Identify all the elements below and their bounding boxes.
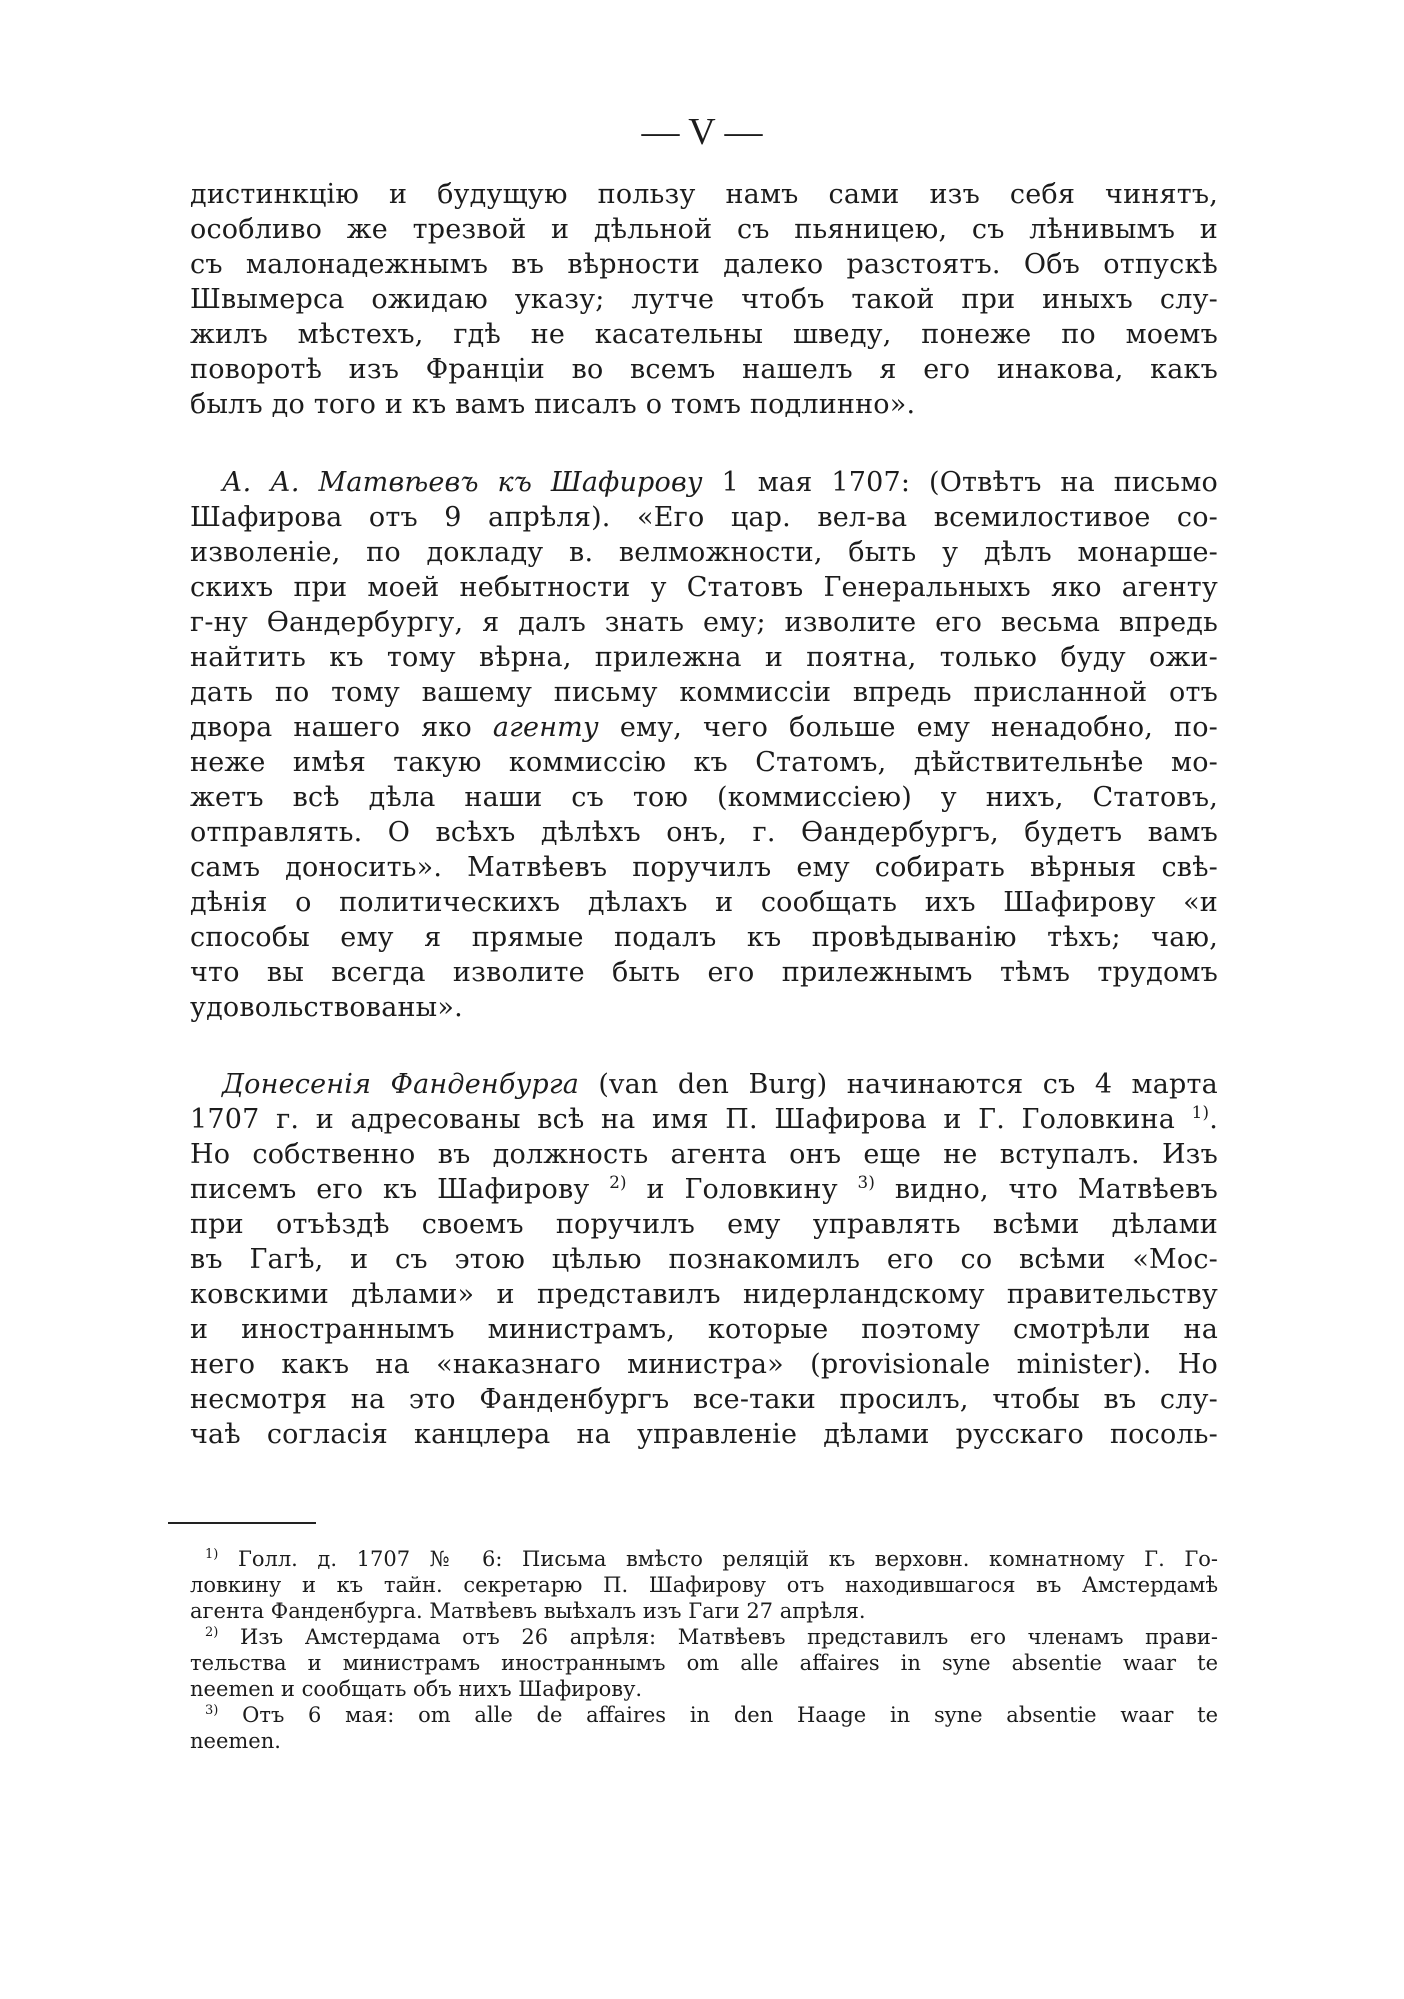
footnote-mark: 1) bbox=[205, 1547, 219, 1562]
page-number: — V — bbox=[641, 111, 763, 153]
footnote-line: $^{3)}$ Отъ 6 мая: om alle de affaires in den Haage in syne absentie waar te bbox=[205, 1703, 1218, 1727]
text-line: Донесенія Фанденбурга (van den Burg) начинаются съ 4 марта bbox=[222, 1069, 1218, 1100]
text-line: дѣнія о политическихъ дѣлахъ и сообщать ихъ Шафирову «и bbox=[190, 887, 1218, 918]
text-line: г-ну Ѳандербургу, я далъ знать ему; изволите его весьма впредь bbox=[190, 607, 1218, 638]
italic-heading: А. А. Матвѣевъ къ Шафирову bbox=[222, 467, 703, 498]
text-line: и иностраннымъ министрамъ, которые поэтому смотрѣли на bbox=[190, 1314, 1218, 1345]
text-line: въ Гагѣ, и съ этою цѣлью познакомилъ его со всѣми «Мос- bbox=[190, 1244, 1218, 1275]
text-line: 1707 г. и адресованы всѣ на имя П. Шафирова и Г. Головкина $^{1)}$. bbox=[190, 1102, 1218, 1135]
footnote-line: тельства и министрамъ иностраннымъ om alle affaires in syne absentie waar te bbox=[190, 1651, 1218, 1675]
text-line: при отъѣздѣ своемъ поручилъ ему управлять всѣми дѣлами bbox=[190, 1209, 1218, 1240]
footnote-line: ловкину и къ тайн. секретарю П. Шафирову отъ находившагося въ Амстердамѣ bbox=[190, 1573, 1218, 1597]
text-line: изволеніе, по докладу в. велможности, быть у дѣлъ монарше- bbox=[190, 537, 1218, 568]
text-line: самъ доносить». Матвѣевъ поручилъ ему собирать вѣрныя свѣ- bbox=[190, 852, 1218, 883]
text-line: неже имѣя такую коммиссію къ Статомъ, дѣйствительнѣе мо- bbox=[190, 747, 1218, 778]
text-line: поворотѣ изъ Франціи во всемъ нашелъ я его инакова, какъ bbox=[190, 354, 1218, 385]
text-line: найтить къ тому вѣрна, прилежна и поятна, только буду ожи- bbox=[190, 642, 1218, 673]
footnote-line: агента Фанденбурга. Матвѣевъ выѣхалъ изъ Гаги 27 апрѣля. bbox=[190, 1599, 866, 1623]
footnote-ref[interactable]: 3) bbox=[857, 1172, 876, 1192]
text-line: былъ до того и къ вамъ писалъ о томъ подлинно». bbox=[190, 389, 916, 420]
text-line: писемъ его къ Шафирову $^{2)}$ и Головкину $^{3)}$ видно, что Матвѣевъ bbox=[190, 1172, 1219, 1205]
text-line: что вы всегда изволите быть его прилежнымъ тѣмъ трудомъ bbox=[190, 957, 1218, 988]
text-line: жилъ мѣстехъ, гдѣ не касательны шведу, понеже по моемъ bbox=[190, 319, 1218, 350]
text-line: двора нашего яко агенту ему, чего больше ему ненадобно, по- bbox=[190, 712, 1218, 743]
text-line: дать по тому вашему письму коммиссіи впредь присланной отъ bbox=[190, 677, 1218, 708]
text-line: отправлять. О всѣхъ дѣлѣхъ онъ, г. Ѳандербургъ, будетъ вамъ bbox=[190, 817, 1218, 848]
footnote-line: $^{2)}$ Изъ Амстердама отъ 26 апрѣля: Матвѣевъ представилъ его членамъ прави- bbox=[205, 1625, 1218, 1649]
text-line: Швымерса ожидаю указу; лутче чтобъ такой при иныхъ слу- bbox=[190, 284, 1218, 315]
text-line: съ малонадежнымъ въ вѣрности далеко разстоятъ. Объ отпускѣ bbox=[190, 249, 1218, 280]
text-line: несмотря на это Фанденбургъ все-таки просилъ, чтобы въ слу- bbox=[190, 1384, 1218, 1415]
text-line: А. А. Матвѣевъ къ Шафирову 1 мая 1707: (Отвѣтъ на письмо bbox=[222, 467, 1218, 498]
footnote-line: neemen. bbox=[190, 1729, 281, 1753]
text-line: скихъ при моей небытности у Статовъ Генеральныхъ яко агенту bbox=[190, 572, 1218, 603]
text-line: дистинкцію и будущую пользу намъ сами изъ себя чинятъ, bbox=[190, 179, 1218, 210]
italic-heading: Донесенія Фанденбурга bbox=[222, 1069, 580, 1100]
footnote-divider bbox=[168, 1522, 316, 1524]
text-line: него какъ на «наказнаго министра» (provisionale minister). Но bbox=[190, 1349, 1218, 1380]
footnote-line: neemen и сообщать объ нихъ Шафирову. bbox=[190, 1677, 643, 1701]
text-line: ковскими дѣлами» и представилъ нидерландскому правительству bbox=[190, 1279, 1218, 1310]
text-line: Шафирова отъ 9 апрѣля). «Его цар. вел-ва всемилостивое со- bbox=[190, 502, 1218, 533]
footnote-line: $^{1)}$ Голл. д. 1707 № 6: Письма вмѣсто реляцій къ верховн. комнатному Г. Го- bbox=[205, 1547, 1218, 1571]
text-line: Но собственно въ должность агента онъ еще не вступалъ. Изъ bbox=[190, 1139, 1218, 1170]
text-line: удовольствованы». bbox=[190, 992, 463, 1023]
italic-word: агенту bbox=[492, 712, 599, 743]
text-line: чаѣ согласія канцлера на управленіе дѣлами русскаго посоль- bbox=[190, 1419, 1218, 1450]
text-line: особливо же трезвой и дѣльной съ пьяницею, съ лѣнивымъ и bbox=[190, 214, 1218, 245]
footnote-mark: 3) bbox=[205, 1703, 219, 1718]
footnote-ref[interactable]: 2) bbox=[609, 1172, 627, 1192]
text-line: жетъ всѣ дѣла наши съ тою (коммиссіею) у нихъ, Статовъ, bbox=[190, 782, 1218, 813]
text-line: способы ему я прямые подалъ къ провѣдыванію тѣхъ; чаю, bbox=[190, 922, 1218, 953]
footnote-ref[interactable]: 1) bbox=[1191, 1102, 1210, 1122]
footnote-mark: 2) bbox=[205, 1625, 219, 1640]
